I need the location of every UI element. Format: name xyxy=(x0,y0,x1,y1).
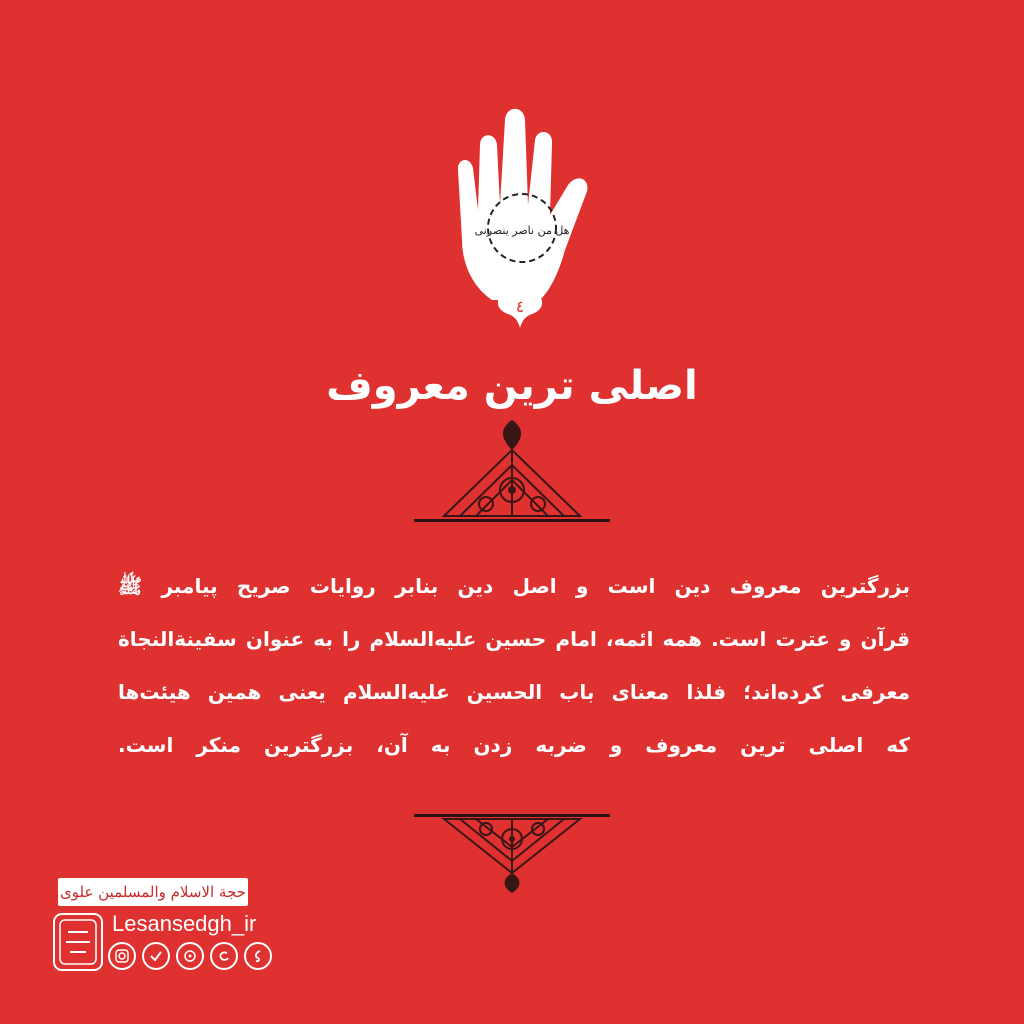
ornament-top-icon xyxy=(440,420,584,518)
page-title: اصلی ترین معروف xyxy=(326,363,698,409)
social-icons xyxy=(108,942,272,972)
body-line-2: قرآن و عترت است. همه ائمه، امام حسین علیه‌السلام را به عنوان سفینة‌النجاة xyxy=(118,627,910,651)
logo-calligraphy: هل من ناصر ینصرنی xyxy=(474,224,570,237)
logo-number: ٤ xyxy=(515,297,525,316)
soroush-icon[interactable] xyxy=(244,942,272,970)
body-line-3: معرفی کرده‌اند؛ فلذا معنای باب الحسین علیه‌السلام یعنی همین هیئت‌ها xyxy=(118,680,910,704)
eitaa-icon[interactable] xyxy=(210,942,238,970)
hand-icon xyxy=(440,100,600,330)
body-text xyxy=(118,560,910,772)
check-icon[interactable] xyxy=(142,942,170,970)
site-handle[interactable]: Lesansedgh_ir xyxy=(112,911,257,936)
seal-icon xyxy=(52,912,104,972)
instagram-icon[interactable] xyxy=(108,942,136,970)
aparat-icon[interactable] xyxy=(176,942,204,970)
cleric-label: حجة الاسلام والمسلمین علوی xyxy=(58,878,248,906)
body-line-4: که اصلی ترین معروف و ضربه زدن به آن، بزرگترین منکر است. xyxy=(118,733,910,757)
body-line-1: بزرگترین معروف دین است و اصل دین بنابر روایات صریح پیامبر ﷺ xyxy=(118,574,910,598)
ornament-bottom-icon xyxy=(440,817,584,893)
divider-top xyxy=(414,519,610,522)
